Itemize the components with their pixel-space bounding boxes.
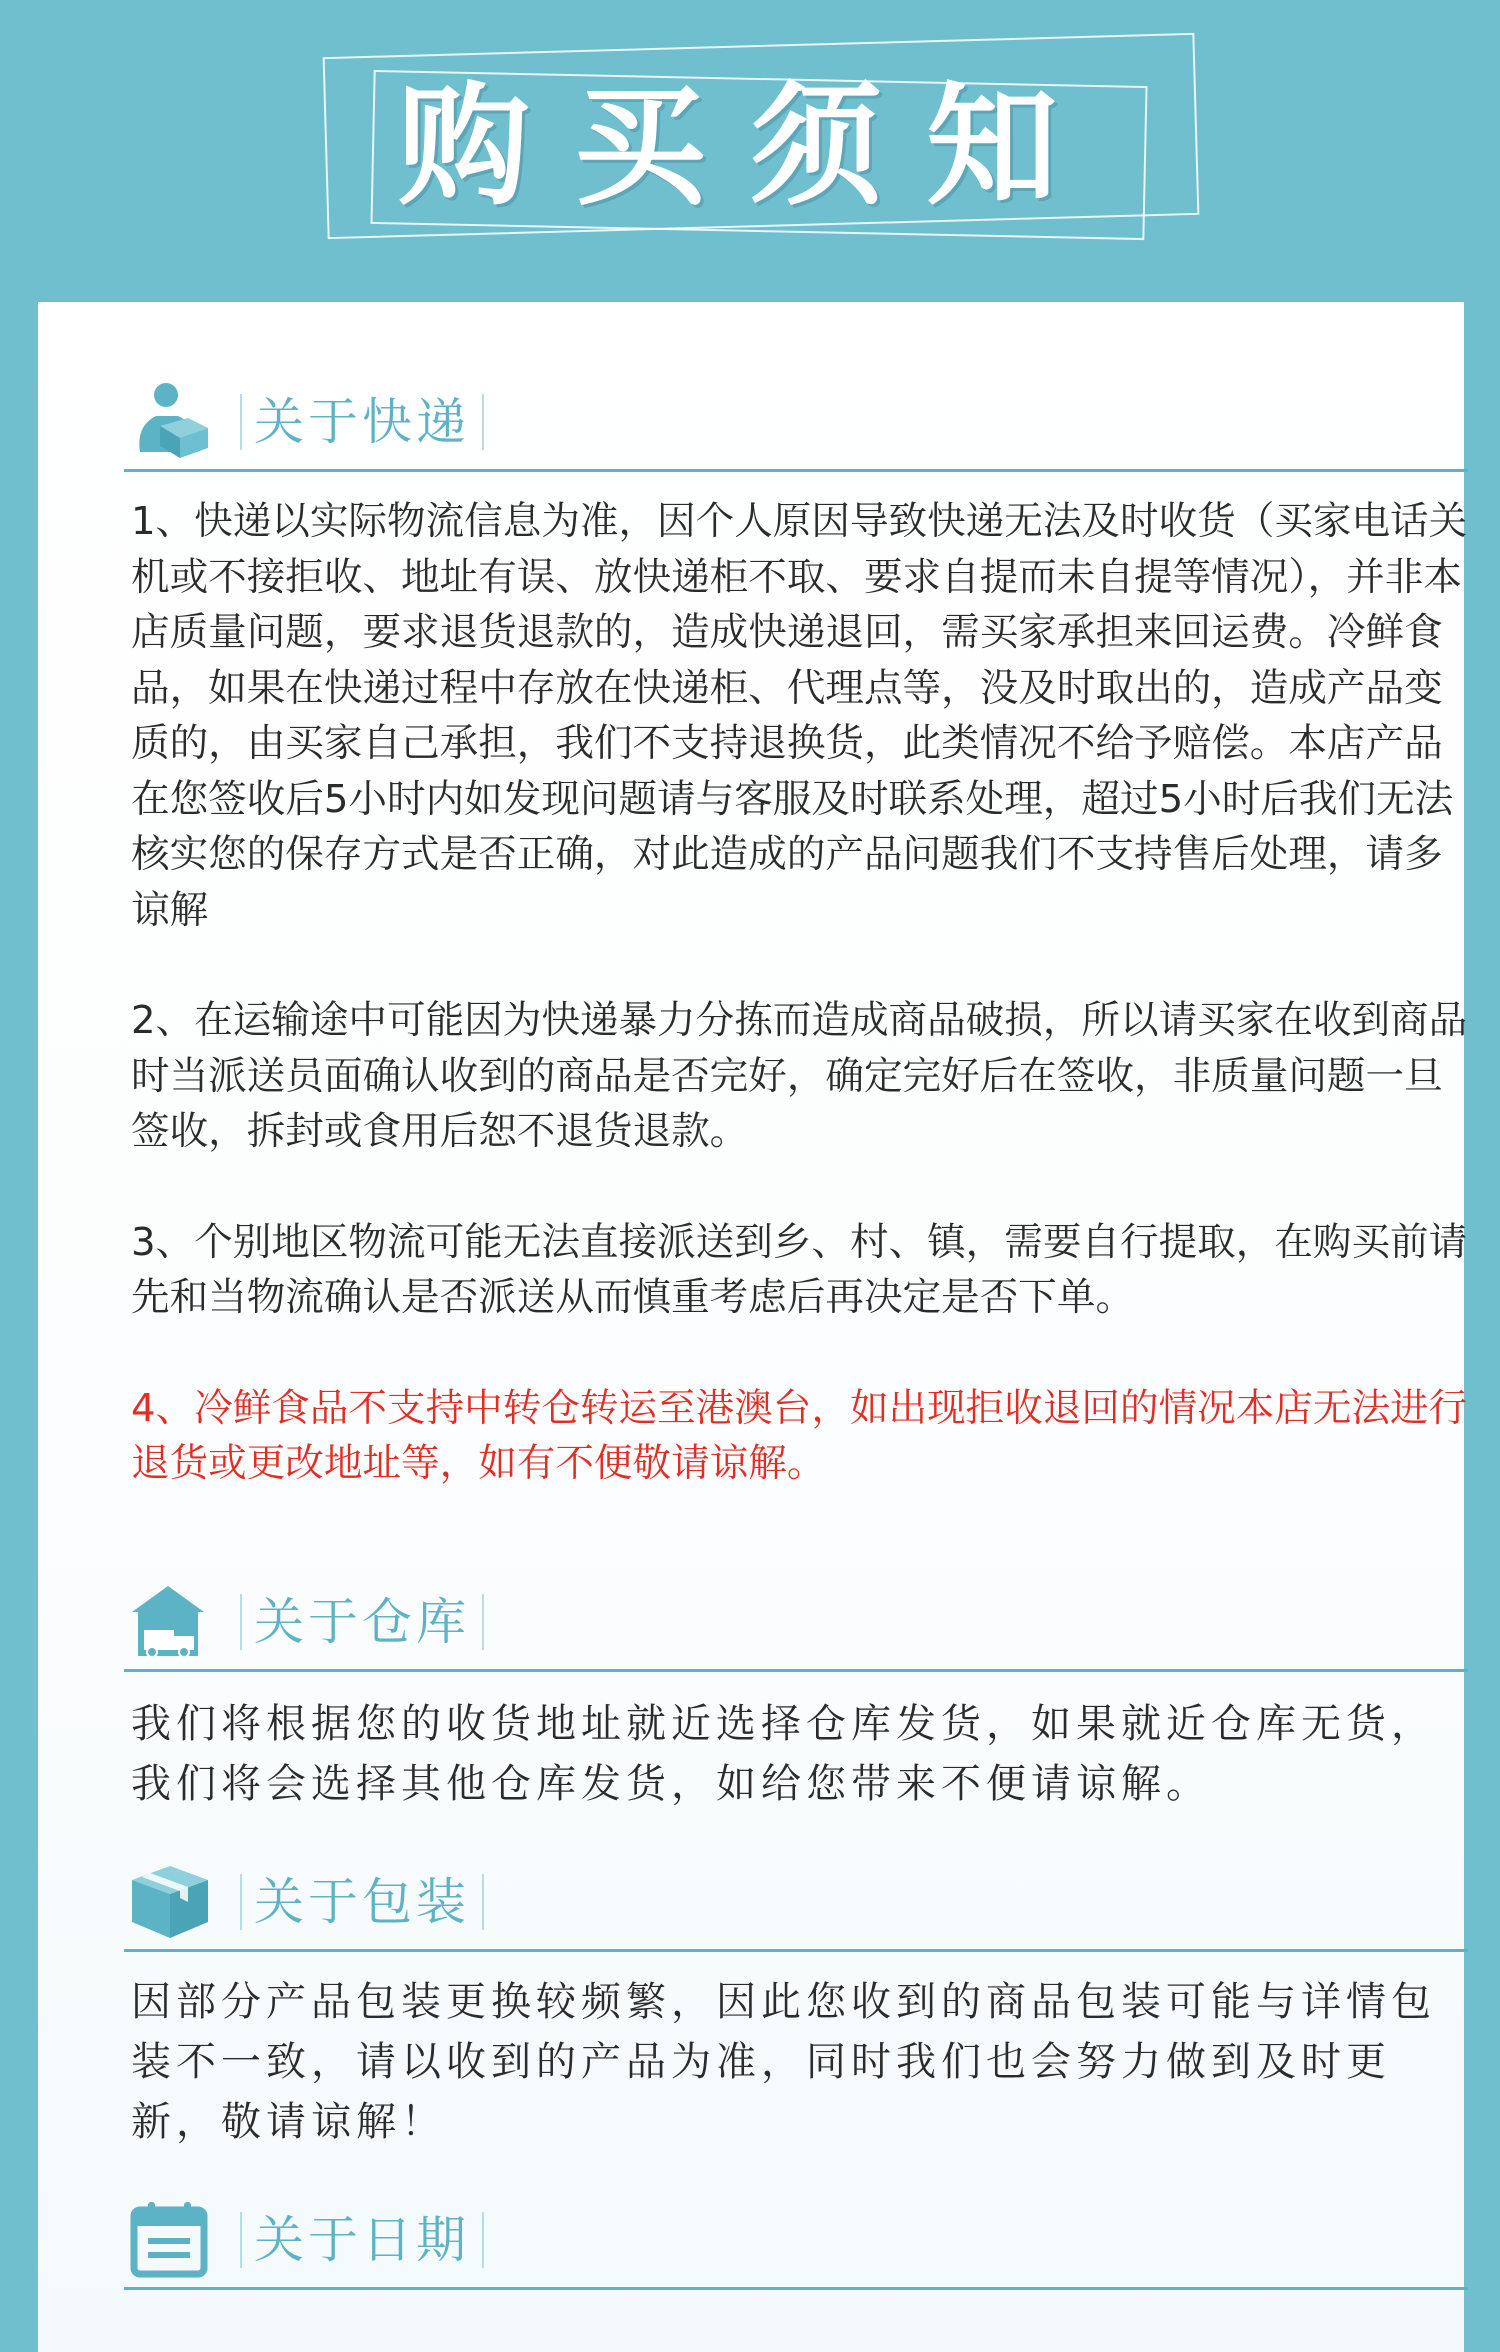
- section-divider: [124, 1949, 1468, 1952]
- title-banner: [0, 0, 1500, 300]
- page-title: 购买须知: [398, 69, 1102, 224]
- package-box-icon: [130, 1862, 210, 1940]
- section-header: [88, 362, 1468, 472]
- section-header: [88, 1842, 1468, 1952]
- section-divider: [124, 2287, 1468, 2290]
- paragraph: 因部分产品包装更换较频繁，因此您收到的商品包装可能与详情包装不一致，请以收到的产品为准，同时我们也会努力做到及时更新，敬请谅解！: [131, 1979, 1436, 2145]
- section-packaging: [88, 1842, 1468, 2152]
- notice-card: [38, 302, 1468, 2352]
- warehouse-truck-icon: [130, 1582, 210, 1660]
- section-title: 关于包装: [254, 1870, 470, 1934]
- warning-paragraph: 4、冷鲜食品不支持中转仓转运至港澳台，如出现拒收退回的情况本店无法进行退货或更改地址等，如有不便敬请谅解。: [131, 1385, 1468, 1486]
- paragraph: 2、在运输途中可能因为快递暴力分拣而造成商品破损，所以请买家在收到商品时当派送员面确认收到的商品是否完好，确定完好后在签收，非质量问题一旦签收，拆封或食用后恕不退货退款。: [131, 998, 1468, 1154]
- section-divider: [124, 469, 1468, 472]
- paragraph: 1、快递以实际物流信息为准，因个人原因导致快递无法及时收货（买家电话关机或不接拒收、地址有误、放快递柜不取、要求自提而未自提等情况），并非本店质量问题，要求退货退款的，造成快递退回，需买家承担来回运费。冷鲜食品，如果在快递过程中存放在快递柜、代理点等，没及时取出的，造成产品变质的，由买家自己承担，我们不支持退换货，此类情况不给予赔偿。本店产品在您签收后5小时内如发现问题请与客服及时联系处理，超过5小时后我们无法核实您的保存方式是否正确，对此造成的产品问题我们不支持售后处理，请多谅解: [131, 499, 1468, 933]
- section-header: [88, 1562, 1468, 1672]
- calendar-icon: [130, 2200, 210, 2278]
- section-title: 关于快递: [254, 390, 470, 454]
- paragraph: 3、个别地区物流可能无法直接派送到乡、村、镇，需要自行提取，在购买前请先和当物流确认是否派送从而慎重考虑后再决定是否下单。: [131, 1219, 1468, 1320]
- section-divider: [124, 1669, 1468, 1672]
- section-title: 关于仓库: [254, 1590, 470, 1654]
- section-header: [88, 2180, 1468, 2290]
- courier-icon: [130, 382, 210, 460]
- section-title: 关于日期: [254, 2208, 470, 2272]
- section-date: [88, 2180, 1468, 2290]
- section-warehouse: [88, 1562, 1468, 1814]
- paragraph: 我们将根据您的收货地址就近选择仓库发货，如果就近仓库无货，我们将会选择其他仓库发货，如给您带来不便请谅解。: [131, 1701, 1436, 1807]
- section-express: [88, 362, 1468, 1492]
